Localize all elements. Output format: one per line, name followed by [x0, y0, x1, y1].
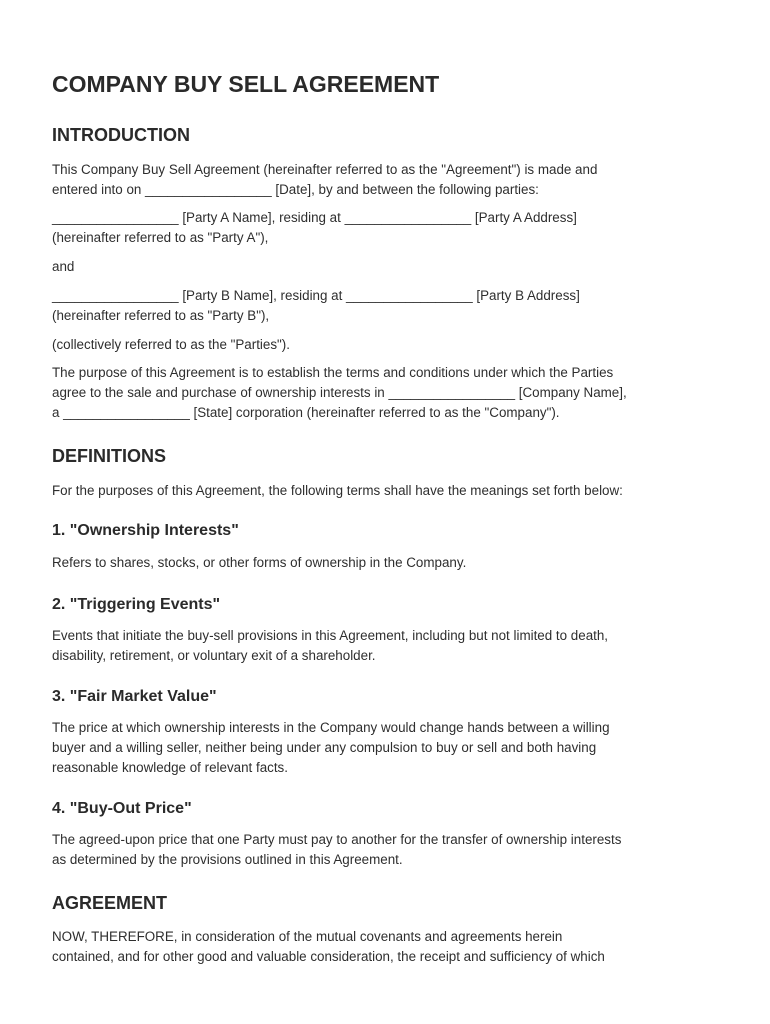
party-a-paragraph [52, 208, 577, 248]
purpose-line: The purpose of this Agreement is to establish the terms and conditions under which the Parties [52, 365, 614, 380]
intro-paragraph-line: This Company Buy Sell Agreement (hereinafter referred to as the "Agreement") is made and [52, 162, 598, 177]
and-text: and [52, 259, 75, 274]
agreement-line: contained, and for other good and valuable consideration, the receipt and sufficiency of which [52, 949, 605, 964]
intro-paragraph [52, 160, 597, 200]
definition-line: The agreed-upon price that one Party must pay to another for the transfer of ownership interests [52, 832, 622, 847]
definition-body-buy-out-price [52, 830, 621, 870]
definition-line: The price at which ownership interests in the Company would change hands between a willing [52, 720, 610, 735]
definition-line: reasonable knowledge of relevant facts. [52, 760, 288, 775]
party-a-line: (hereinafter referred to as "Party A"), [52, 230, 269, 245]
definition-line: Events that initiate the buy-sell provisions in this Agreement, including but not limited to death, [52, 628, 609, 643]
definition-title-triggering-events: 2. "Triggering Events" [52, 596, 221, 613]
party-a-line: _________________ [Party A Name], residing at _________________ [Party A Address] [52, 210, 577, 225]
document-title: COMPANY BUY SELL AGREEMENT [52, 71, 440, 97]
collective-text: (collectively referred to as the "Parties"). [52, 337, 290, 352]
definition-line: Refers to shares, stocks, or other forms of ownership in the Company. [52, 555, 467, 570]
purpose-paragraph [52, 363, 627, 423]
definition-line: disability, retirement, or voluntary exit of a shareholder. [52, 648, 376, 663]
definition-line: as determined by the provisions outlined in this Agreement. [52, 852, 403, 867]
agreement-paragraph [52, 927, 605, 967]
definitions-heading: DEFINITIONS [52, 446, 167, 466]
definition-title-fair-market-value: 3. "Fair Market Value" [52, 688, 217, 705]
agreement-heading: AGREEMENT [52, 893, 168, 913]
definition-body-ownership-interests [52, 553, 466, 573]
party-b-line: (hereinafter referred to as "Party B"), [52, 308, 270, 323]
purpose-line: agree to the sale and purchase of ownership interests in _________________ [Company Name], [52, 385, 627, 400]
definition-body-triggering-events [52, 626, 608, 666]
definition-line: buyer and a willing seller, neither being under any compulsion to buy or sell and both having [52, 740, 597, 755]
definition-title-buy-out-price: 4. "Buy-Out Price" [52, 800, 192, 817]
agreement-line: NOW, THEREFORE, in consideration of the mutual covenants and agreements herein [52, 929, 563, 944]
introduction-heading: INTRODUCTION [52, 125, 190, 145]
purpose-line: a _________________ [State] corporation (hereinafter referred to as the "Company"). [52, 405, 560, 420]
definition-title-ownership-interests: 1. "Ownership Interests" [52, 522, 239, 539]
party-b-line: _________________ [Party B Name], residing at _________________ [Party B Address] [52, 288, 580, 303]
intro-paragraph-line: entered into on _________________ [Date], by and between the following parties: [52, 182, 539, 197]
definition-body-fair-market-value [52, 718, 610, 778]
definitions-intro: For the purposes of this Agreement, the following terms shall have the meanings set forth below: [52, 483, 623, 498]
party-b-paragraph [52, 286, 580, 326]
